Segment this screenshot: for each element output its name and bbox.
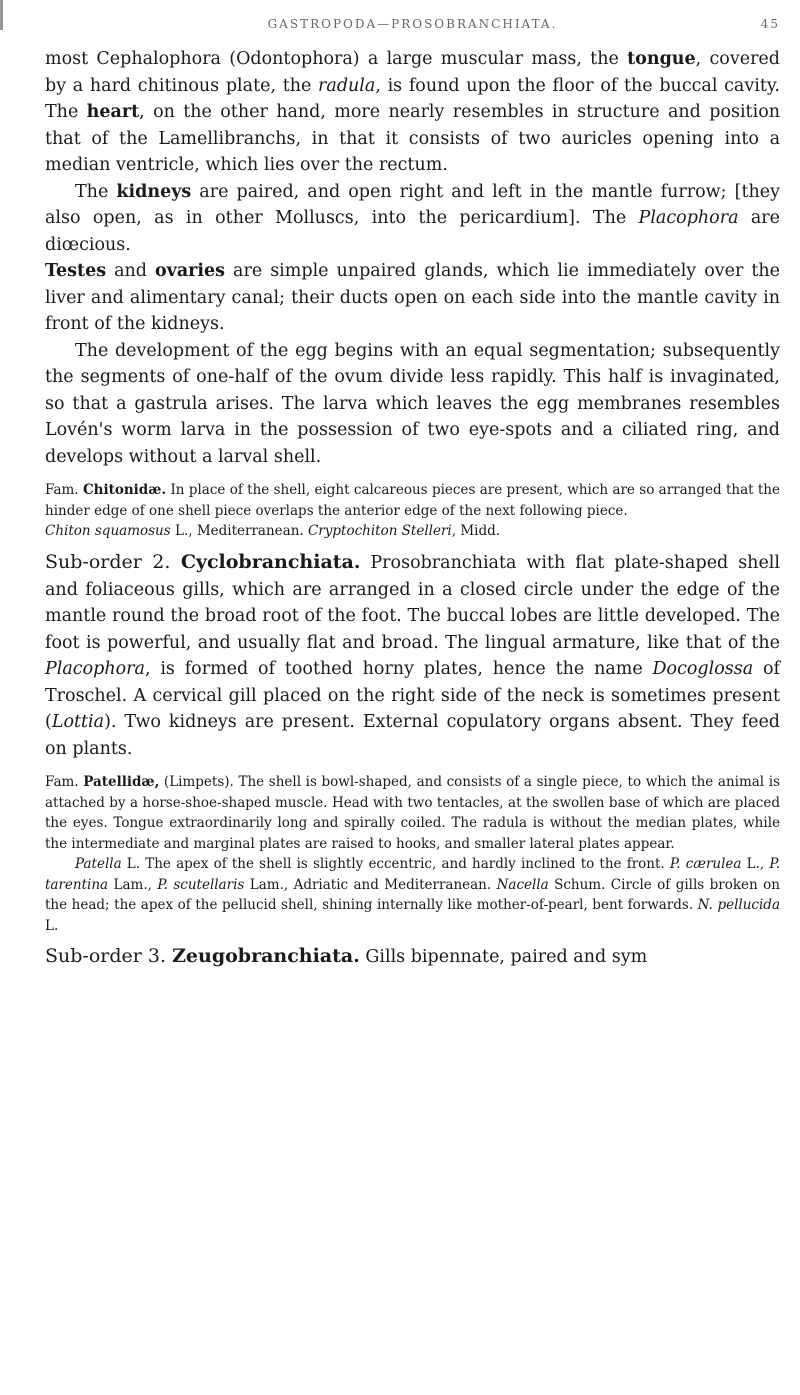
term-placophora: Placophora bbox=[45, 659, 145, 679]
species-name: N. pellucida bbox=[697, 897, 780, 913]
term-kidneys: kidneys bbox=[116, 181, 192, 202]
text: The bbox=[75, 181, 117, 202]
running-title: GASTROPODA—PROSOBRANCHIATA. bbox=[267, 17, 558, 31]
suborder-name: Zeugobranchiata. bbox=[172, 945, 360, 967]
text: ). Two kidneys are present. External copulatory organs absent. They feed on plants. bbox=[45, 712, 780, 759]
text: Fam. bbox=[45, 774, 84, 790]
term-heart: heart bbox=[86, 102, 140, 122]
suborder-cyclobranchiata bbox=[45, 548, 780, 763]
species-name: Cryptochiton Stelleri bbox=[307, 523, 452, 539]
suborder-name: Cyclobranchiata. bbox=[180, 550, 361, 573]
page-number: 45 bbox=[760, 17, 780, 31]
family-name: Patellidæ, bbox=[83, 774, 160, 790]
text: Schum. Circle of gills broken on the head; the apex of the pellucid shell, shining internally like mother-of-pearl, bent forwards. bbox=[45, 876, 780, 913]
paragraph-kidneys bbox=[45, 179, 780, 259]
species-patellidae bbox=[45, 854, 780, 936]
text: , on the other hand, more nearly resembles in structure and position that of the Lamellibranchs, in that it consists of two auricles opening into a median ventricle, which lies over the rectum. bbox=[45, 102, 780, 175]
text: are diœcious. bbox=[45, 208, 780, 255]
text: L., bbox=[741, 856, 770, 872]
book-page bbox=[45, 10, 780, 971]
text: Fam. bbox=[45, 482, 83, 498]
running-header bbox=[45, 10, 780, 38]
text: (Limpets). The shell is bowl-shaped, and consists of a single piece, to which the animal is attached by a horse-shoe-shaped muscle. Head with two tentacles, at the swollen base of which are placed the eyes. Tongue extraordinarily long and spirally coiled. The radula is without the median plates, while the intermediate and marginal plates are raised to hooks, and smaller lateral plates appear. bbox=[45, 774, 781, 852]
text: are simple unpaired glands, which lie immediately over the liver and alimentary canal; their ducts open on each side into the mantle cavity in front of the kidneys. bbox=[45, 261, 780, 334]
scan-edge bbox=[0, 0, 3, 30]
paragraph-development bbox=[45, 338, 780, 471]
text: , Midd. bbox=[451, 523, 501, 539]
term-docoglossa: Docoglossa bbox=[652, 659, 754, 679]
text: In place of the shell, eight calcareous pieces are present, which are so arranged that the hinder edge of one shell piece overlaps the anterior edge of the next following piece. bbox=[45, 482, 780, 519]
text: , is formed of toothed horny plates, hence the name bbox=[144, 659, 653, 679]
term-placophora: Placophora bbox=[638, 208, 739, 228]
text: most Cephalophora (Odontophora) a large muscular mass, the bbox=[45, 49, 628, 69]
text: Lam., bbox=[108, 876, 158, 893]
text: are paired, and open right and left in the mantle furrow; [they also open, as in other Molluscs, into the pericardium]. The bbox=[45, 181, 780, 228]
species-name: P. scutellaris bbox=[157, 876, 245, 893]
species-name: P. tarentina bbox=[45, 856, 780, 893]
suborder-label: Sub-order 2. bbox=[45, 550, 181, 573]
suborder-label: Sub-order 3. bbox=[45, 945, 173, 967]
text: Prosobranchiata with flat plate-shaped shell and foliaceous gills, which are arranged in a closed circle under the edge of the mantle round the broad root of the foot. The buccal lobes are little developed. The foot is powerful, and usually flat and broad. The lingual armature, like that of the bbox=[45, 552, 780, 653]
text: The development of the egg begins with an equal segmentation; subsequently the segments of one-half of the ovum divide less rapidly. This half is invaginated, so that a gastrula arises. The larva which leaves the egg membranes resembles Lovén's worm larva in the possession of two eye-spots and a ciliated ring, and develops without a larval shell. bbox=[45, 340, 780, 467]
text: L. The apex of the shell is slightly eccentric, and hardly inclined to the front. bbox=[121, 856, 670, 872]
suborder-zeugobranchiata bbox=[45, 942, 780, 971]
text: L., Mediterranean. bbox=[170, 523, 308, 539]
term-ovaries: ovaries bbox=[155, 261, 226, 281]
term-testes: Testes bbox=[45, 261, 107, 281]
text: of Troschel. A cervical gill placed on the right side of the neck is sometimes present ( bbox=[45, 659, 780, 732]
text: , covered by a hard chitinous plate, the bbox=[45, 49, 780, 96]
term-tongue: tongue bbox=[627, 49, 696, 69]
text: L. bbox=[45, 917, 59, 934]
term-lottia: Lottia bbox=[51, 712, 105, 732]
text: Lam., Adriatic and Mediterranean. bbox=[244, 876, 497, 893]
species-name: Chiton squamosus bbox=[45, 523, 171, 539]
family-name: Chitonidæ. bbox=[82, 482, 167, 498]
species-name: Patella bbox=[75, 856, 122, 872]
family-patellidae bbox=[45, 772, 780, 854]
species-name: Nacella bbox=[496, 876, 549, 893]
term-radula: radula bbox=[318, 75, 376, 96]
text: Gills bipennate, paired and sym bbox=[359, 947, 648, 967]
text: , is found upon the floor of the buccal cavity. The bbox=[45, 75, 780, 122]
paragraph-gonads bbox=[45, 258, 780, 338]
paragraph-tongue-heart bbox=[45, 46, 780, 179]
text: and bbox=[106, 261, 155, 281]
family-chitonidae bbox=[45, 480, 780, 521]
species-name: P. cærulea bbox=[669, 856, 742, 872]
species-chitonidae bbox=[45, 521, 780, 542]
